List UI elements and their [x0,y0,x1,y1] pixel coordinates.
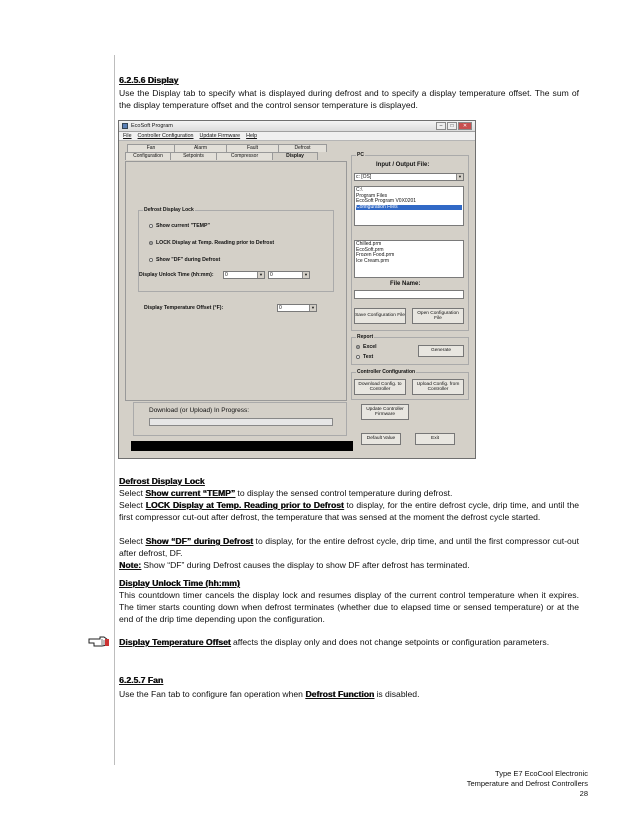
folder-item[interactable]: EcoSoft Program V0X0201 [356,198,417,204]
download-config-button[interactable]: Download Config. to Controller [354,379,406,395]
para-show-df: Select Show “DF” during Defrost to display, for the entire defrost cycle, drip time, and until the first compressor cut-out after defrost, DF. [119,536,579,558]
update-firmware-button[interactable]: Update Controller Firmware [361,404,409,420]
generate-button[interactable]: Generate [418,345,464,357]
window-title: EcoSoft Program [131,123,173,129]
menu-file[interactable]: File [123,133,132,139]
radio-excel[interactable]: Excel [356,344,377,350]
progress-bar [149,418,333,426]
offset-label: Display Temperature Offset (°F): [144,305,224,311]
chevron-down-icon: ▼ [456,174,463,180]
file-name-input[interactable] [354,290,464,299]
io-file-label: Input / Output File: [376,162,430,168]
radio-show-current-temp[interactable]: Show current "TEMP" [149,223,210,229]
file-item[interactable]: Frozen Food.prm [356,252,395,258]
para-unlock-time: This countdown timer cancels the display lock and resumes display of the current control temperature when it expires. The timer starts counting down when defrost terminates (whether due to elapsed time or sensed temperature) or at the end of the drip time depending upon the configuration. [119,590,579,624]
radio-show-df[interactable]: Show "DF" during Defrost [149,257,220,263]
tab-defrost[interactable]: Defrost [278,144,327,152]
heading-unlock-time: Display Unlock Time (hh:mm) [119,578,240,588]
window-titlebar [119,121,475,132]
tab-compressor[interactable]: Compressor [216,152,273,160]
menu-help[interactable]: Help [246,133,258,139]
minimize-button[interactable]: – [436,122,446,130]
close-button[interactable]: ✕ [458,122,472,130]
drive-select[interactable]: c: [OS] ▼ [354,173,464,181]
display-tab-panel [125,161,347,401]
folder-item[interactable]: Program Files [356,192,388,199]
menu-bar [119,132,475,141]
section-heading-fan: 6.2.5.7 Fan [119,675,163,685]
folder-list[interactable] [354,186,464,226]
menu-update-firmware[interactable]: Update Firmware [199,133,241,139]
menu-controller-configuration[interactable]: Controller Configuration [137,133,194,139]
ecosoft-window-screenshot [118,120,476,459]
tab-configuration[interactable]: Configuration [125,152,171,160]
folder-item[interactable]: Configuration Files [356,205,462,211]
footer-line-2: Temperature and Defrost Controllers [466,779,588,788]
radio-lock-display[interactable]: LOCK Display at Temp. Reading prior to Defrost [149,240,274,246]
file-list[interactable] [354,240,464,278]
section-intro: Use the Display tab to specify what is displayed during defrost and to specify a display temperature offset. The sum of the display temperature offset and the control sensor temperature is displayed. [119,88,579,110]
tab-fan[interactable]: Fan [127,144,175,152]
chevron-down-icon: ▼ [309,305,316,311]
app-icon [122,123,128,129]
progress-label: Download (or Upload) In Progress: [149,407,250,414]
para-display-offset: Display Temperature Offset affects the display only and does not change setpoints or configuration parameters. [119,637,550,647]
report-group [351,334,469,365]
controller-configuration-group [351,369,469,400]
section-heading-display: 6.2.5.6 Display [119,75,179,85]
tab-fault[interactable]: Fault [226,144,279,152]
margin-rule [114,55,115,765]
status-bar-black [131,441,353,451]
page-number: 28 [579,789,588,798]
para-show-current-temp: Select Show current “TEMP” to display the sensed control temperature during defrost. [119,488,453,498]
open-configuration-button[interactable]: Open Configuration File [412,308,464,324]
group-title-controller: Controller Configuration [357,369,416,375]
upload-config-button[interactable]: Upload Config. from Controller [412,379,464,395]
group-title-defrost-lock: Defrost Display Lock [144,207,194,213]
group-title-report: Report [357,334,374,340]
folder-item[interactable]: C:\ [356,187,363,193]
file-name-label: File Name: [390,281,421,287]
file-item[interactable]: Chilled.prm [356,241,382,247]
tab-alarm[interactable]: Alarm [174,144,227,152]
exit-button[interactable]: Exit [415,433,455,445]
radio-text[interactable]: Text [356,354,373,360]
defrost-display-lock-group [138,207,334,292]
progress-group [133,402,347,436]
chevron-down-icon: ▼ [302,272,309,278]
tab-row-front [125,152,317,160]
para-lock-display: Select LOCK Display at Temp. Reading prior to Defrost to display, for the entire defrost cycle, drip time, and until the first compressor cut-out after defrost, the temperature that was sensed at the moment the defrost cycle started. [119,500,580,522]
unlock-hours-select[interactable]: 0 ▼ [223,271,265,279]
para-note: Note: Show “DF” during Defrost causes the display to show DF after defrost has terminated. [119,560,470,570]
tab-row-back [127,144,326,152]
offset-select[interactable]: 0 ▼ [277,304,317,312]
group-title-pc: PC [357,152,364,158]
file-item[interactable]: EcoSoft.prm [356,246,384,253]
pc-group [351,152,469,331]
para-fan: Use the Fan tab to configure fan operation when Defrost Function is disabled. [119,689,420,699]
tab-display[interactable]: Display [272,152,318,160]
chevron-down-icon: ▼ [257,272,264,278]
maximize-button[interactable]: □ [447,122,457,130]
default-value-button[interactable]: Default Value [361,433,401,445]
footer-line-1: Type E7 EcoCool Electronic [495,769,588,778]
unlock-time-label: Display Unlock Time (hh:mm): [139,272,214,278]
unlock-minutes-select[interactable]: 0 ▼ [268,271,310,279]
file-item[interactable]: Ice Cream.prm [356,257,390,264]
save-configuration-button[interactable]: Save Configuration File [354,308,406,324]
tab-setpoints[interactable]: Setpoints [170,152,217,160]
page-footer [467,769,588,799]
heading-defrost-display-lock: Defrost Display Lock [119,476,205,486]
pointing-hand-icon [88,634,110,648]
